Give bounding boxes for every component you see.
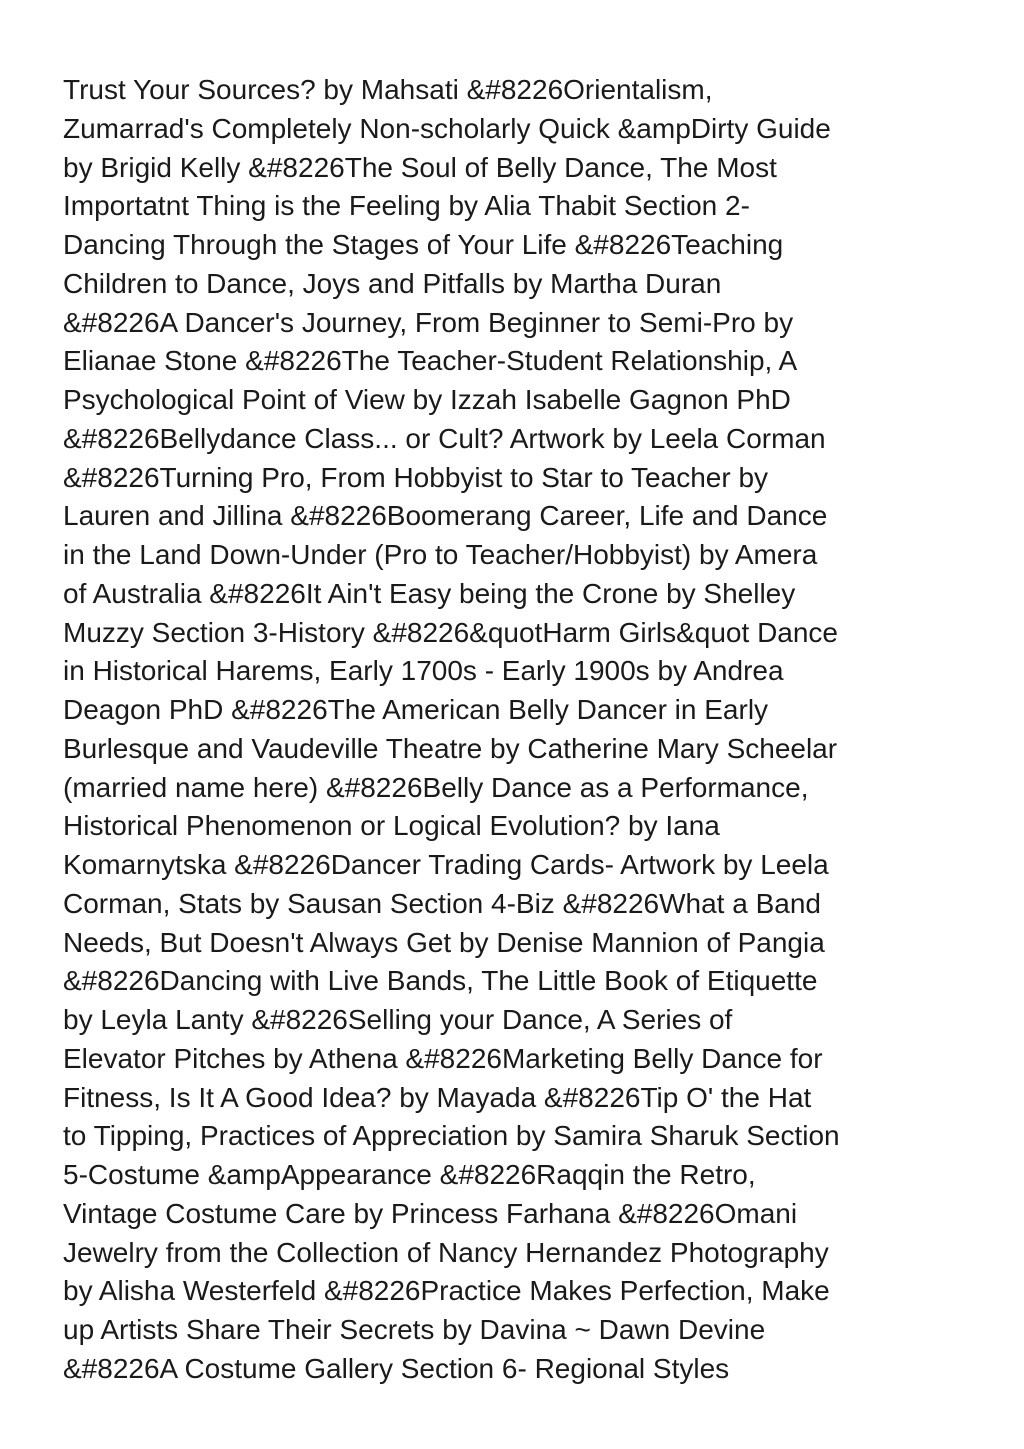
- text-line: Elianae Stone &#8226The Teacher-Student Relationship, A: [63, 345, 798, 377]
- text-line: of Australia &#8226It Ain't Easy being the Crone by Shelley: [63, 577, 796, 609]
- text-line: 5-Costume &ampAppearance &#8226Raqqin the Retro,: [63, 1159, 756, 1190]
- text-line: Komarnytska &#8226Dancer Trading Cards- Artwork by Leela: [63, 849, 829, 880]
- text-line: by Brigid Kelly &#8226The Soul of Belly Dance, The Most: [63, 151, 777, 183]
- text-line: Vintage Costume Care by Princess Farhana &#8226Omani: [63, 1197, 798, 1229]
- text-line: Needs, But Doesn't Always Get by Denise Mannion of Pangia: [63, 926, 825, 958]
- text-line: Burlesque and Vaudeville Theatre by Catherine Mary Scheelar: [63, 732, 838, 764]
- text-line: in Historical Harems, Early 1700s - Early 1900s by Andrea: [63, 655, 784, 687]
- text-line: &#8226A Dancer's Journey, From Beginner to Semi-Pro by: [63, 306, 794, 338]
- text-line: (married name here) &#8226Belly Dance as a Performance,: [63, 771, 809, 803]
- text-line: &#8226Dancing with Live Bands, The Little Book of Etiquette: [63, 965, 818, 997]
- text-line: Zumarrad's Completely Non-scholarly Quick &ampDirty Guide: [63, 112, 831, 144]
- text-line: Corman, Stats by Sausan Section 4-Biz &#8226What a Band: [63, 887, 821, 919]
- text-line: Importatnt Thing is the Feeling by Alia Thabit Section 2-: [63, 190, 750, 222]
- text-line: by Alisha Westerfeld &#8226Practice Makes Perfection, Make: [63, 1275, 830, 1307]
- text-line: Trust Your Sources? by Mahsati &#8226Orientalism,: [63, 74, 713, 105]
- document-body-text: [63, 71, 983, 1389]
- text-line: by Leyla Lanty &#8226Selling your Dance, A Series of: [63, 1004, 733, 1035]
- text-line: Dancing Through the Stages of Your Life &#8226Teaching: [63, 229, 784, 260]
- text-line: Lauren and Jillina &#8226Boomerang Career, Life and Dance: [63, 500, 828, 532]
- text-line: Deagon PhD &#8226The American Belly Dancer in Early: [63, 694, 769, 725]
- text-line: Children to Dance, Joys and Pitfalls by Martha Duran: [63, 267, 722, 299]
- text-line: Jewelry from the Collection of Nancy Hernandez Photography: [63, 1236, 829, 1268]
- text-line: &#8226A Costume Gallery Section 6- Regional Styles: [63, 1352, 730, 1384]
- text-line: to Tipping, Practices of Appreciation by Samira Sharuk Section: [63, 1120, 840, 1152]
- text-line: Fitness, Is It A Good Idea? by Mayada &#8226Tip O' the Hat: [63, 1081, 812, 1113]
- text-line: in the Land Down-Under (Pro to Teacher/Hobbyist) by Amera: [63, 539, 818, 570]
- text-line: Historical Phenomenon or Logical Evolution? by Iana: [63, 810, 720, 842]
- text-line: up Artists Share Their Secrets by Davina ~ Dawn Devine: [63, 1314, 766, 1345]
- text-line: &#8226Bellydance Class... or Cult? Artwork by Leela Corman: [63, 422, 826, 454]
- text-line: Psychological Point of View by Izzah Isabelle Gagnon PhD: [63, 384, 791, 415]
- text-line: &#8226Turning Pro, From Hobbyist to Star to Teacher by: [63, 461, 769, 493]
- text-line: Muzzy Section 3-History &#8226&quotHarm Girls&quot Dance: [63, 616, 839, 648]
- text-line: Elevator Pitches by Athena &#8226Marketing Belly Dance for: [63, 1042, 823, 1074]
